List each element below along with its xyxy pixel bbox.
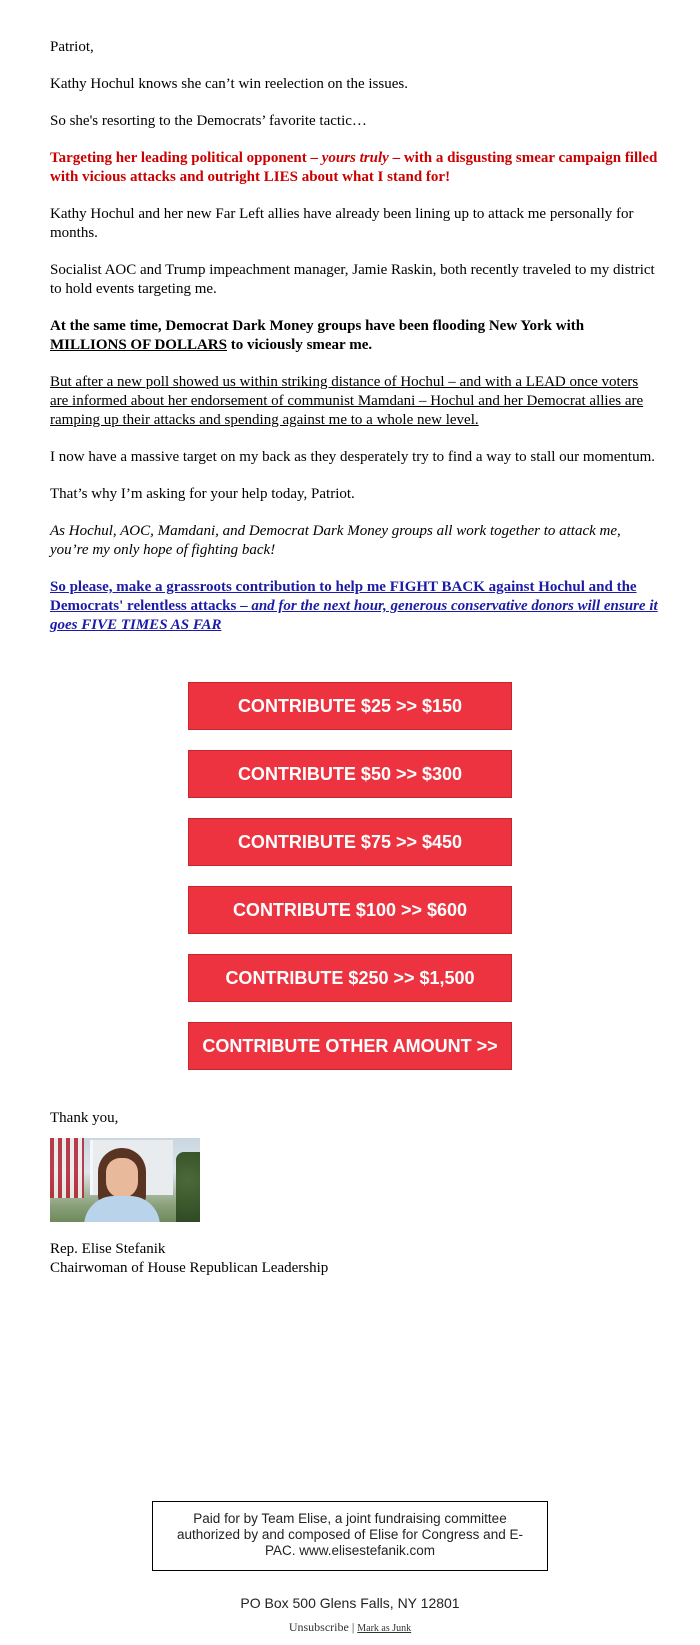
signature-name: Rep. Elise Stefanik [50,1241,166,1257]
cta-link[interactable] [50,579,658,633]
contribute-100-button[interactable]: CONTRIBUTE $100 >> $600 [188,886,512,934]
signature-title: Chairwoman of House Republican Leadership [50,1260,329,1276]
portrait-photo [50,1138,200,1222]
paragraph-10-text: As Hochul, AOC, Mamdani, and Democrat Dark Money groups all work together to attack me, you’re my only hope of fighting back! [50,523,621,558]
contribute-50-button[interactable]: CONTRIBUTE $50 >> $300 [188,750,512,798]
thanks-text: Thank you, [50,1110,119,1126]
paragraph-1: Kathy Hochul knows she can’t win reelection on the issues. [50,76,408,92]
paragraph-6-millions: MILLIONS OF DOLLARS [50,337,227,353]
paragraph-6-part-2: to viciously smear me. [226,337,373,353]
headline-part-2: – with a disgusting smear campaign filled with vicious attacks and outright LIES about what I stand for! [50,150,658,185]
email-body [50,38,660,635]
paragraph-4: Kathy Hochul and her new Far Left allies have already been lining up to attack me personally for months. [50,206,634,241]
contribute-25-button[interactable]: CONTRIBUTE $25 >> $150 [188,682,512,730]
paragraph-7: But after a new poll showed us within striking distance of Hochul – and with a LEAD once voters are informed about her endorsement of communist Mamdani – Hochul and her Democrat allies are ramping up their attacks and spending against me to a whole new level. [50,374,644,428]
contribute-buttons [188,682,512,1090]
paragraph-6-part-1: At the same time, Democrat Dark Money groups have been flooding New York with [50,318,585,334]
unsubscribe-link[interactable]: Unsubscribe [288,1620,349,1634]
paid-for-disclaimer: Paid for by Team Elise, a joint fundraising committee authorized by and composed of Elise for Congress and E-PAC. www.elisestefanik.com [152,1501,548,1571]
cta-link-part-2[interactable]: and for the next hour, generous conservative donors will ensure it goes FIVE TIMES AS FAR [50,598,658,633]
contribute-75-button[interactable]: CONTRIBUTE $75 >> $450 [188,818,512,866]
paragraph-8: I now have a massive target on my back as they desperately try to find a way to stall our momentum. [50,449,655,465]
footer-links [0,1620,700,1635]
mark-as-junk-link[interactable]: Mark as Junk [357,1623,412,1634]
portrait-shirt [84,1196,160,1222]
background-hedge [176,1152,200,1222]
paragraph-10 [50,522,660,560]
footer-separator: | [351,1620,355,1634]
paragraph-2: So she's resorting to the Democrats’ favorite tactic… [50,113,367,129]
headline-paragraph [50,149,660,187]
headline-part-1: Targeting her leading political opponent – [50,150,322,166]
mailing-address: PO Box 500 Glens Falls, NY 12801 [240,1595,460,1611]
headline-emphasis: yours truly [321,150,389,166]
flag-graphic [50,1138,84,1198]
paragraph-9: That’s why I’m asking for your help today, Patriot. [50,486,355,502]
paragraph-6 [50,317,660,355]
cta-link-part-1[interactable]: So please, make a grassroots contribution to help me FIGHT BACK against Hochul and the Democrats' relentless attacks – [50,579,637,614]
portrait-face [106,1158,138,1198]
paragraph-5: Socialist AOC and Trump impeachment manager, Jamie Raskin, both recently traveled to my district to hold events targeting me. [50,262,655,297]
contribute-250-button[interactable]: CONTRIBUTE $250 >> $1,500 [188,954,512,1002]
contribute-other-amount-button[interactable]: CONTRIBUTE OTHER AMOUNT >> [188,1022,512,1070]
cta-paragraph [50,578,660,635]
signoff [50,1109,660,1278]
greeting: Patriot, [50,39,94,55]
